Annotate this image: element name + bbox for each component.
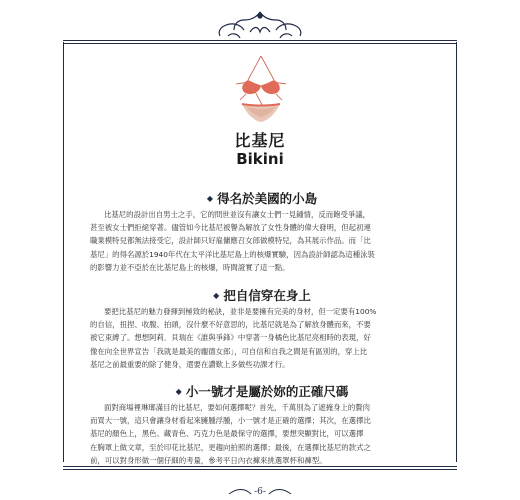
paragraph-line: 在胸罩上做文章，至於印花比基尼，更趨向拍照的選擇；最後，在選擇比基尼的款式之 <box>90 442 371 452</box>
section-heading <box>0 189 520 207</box>
paragraph-line: 甚至被女士們拒絕穿著。儘管如今比基尼被譽為解放了女性身體的偉大發明，但起初連 <box>90 223 371 233</box>
bottom-border-rule-inner <box>63 469 457 470</box>
section-heading <box>0 382 520 400</box>
section-heading-text: 得名於美國的小島 <box>217 191 318 206</box>
diamond-bullet-icon: ◆ <box>213 291 220 300</box>
paragraph-line: 基尼的顏色上，黑色、藏青色、巧克力色是最保守的選擇，要想突顯對比，可以選擇 <box>90 429 364 439</box>
top-border-rule-inner <box>63 43 457 44</box>
section-heading-text: 小一號才是屬於妳的正確尺碼 <box>185 384 349 399</box>
paragraph-line: 比基尼的設計出自男士之手，它的問世並沒有讓女士們一見鍾情，反而飽受爭議， <box>104 210 371 219</box>
paragraph-line: 前，可以對身形做一個仔細的考量，參考平日內衣褲來挑選罩杯和褲型。 <box>90 455 327 465</box>
top-border-rule <box>63 40 457 41</box>
paragraph-line: 的自信，扭捏、收腹、拍頭，沒什麼不好意思的，比基尼就是為了解放身體而來，不要 <box>90 320 371 330</box>
diamond-bullet-icon: ◆ <box>206 194 214 203</box>
page-title-english: Bikini <box>236 150 284 168</box>
diamond-bullet-icon: ◆ <box>175 387 182 396</box>
paragraph-line: 職業模特兒都無法接受它，設計師只好雇傭應召女郎做模特兒，為其展示作品。而「比 <box>90 236 371 246</box>
flourish-ornament-top-icon <box>210 8 310 42</box>
paragraph-line: 被它束縛了。想想阿莉．貝瑞在《誰與爭鋒》中穿著一身橘色比基尼亮相時的表現，好 <box>90 333 371 343</box>
bikini-illustration-icon <box>226 54 296 126</box>
paragraph-line: 要把比基尼的魅力發揮到極致的秘訣，並非是要擁有完美的身材，但一定要有100% <box>104 307 377 316</box>
paragraph-line: 面對商場裡琳瑯滿目的比基尼，要如何選擇呢？首先，千萬別為了遮掩身上的贅肉 <box>104 403 371 412</box>
section-heading-text: 把自信穿在身上 <box>223 288 311 303</box>
page-number: -6- <box>254 487 266 497</box>
paragraph-line: 而買大一號，這只會讓身材看起來臃腫浮腫，小一號才是正確的選擇；其次，在選擇比 <box>90 416 371 426</box>
paragraph-line: 的影響力並不亞於在比基尼島上的核爆，時間證實了這一點。 <box>90 262 290 272</box>
section-paragraph <box>90 401 430 467</box>
section-paragraph <box>90 305 430 371</box>
section-heading <box>0 286 520 304</box>
paragraph-line: 基尼之前最重要的除了健身，還要在讚歎上多做些功課才行。 <box>90 359 290 369</box>
paragraph-line: 像在向全世界宣告「我就是最美的龐德女郎」，可自信和自我之間是有區別的，穿上比 <box>90 346 368 356</box>
section-paragraph <box>90 208 430 274</box>
page-title-chinese: 比基尼 <box>234 131 286 150</box>
paragraph-line: 基尼」的得名源於1940年代在太平洋比基尼島上的核爆實驗，因為設計師認為這種泳裝 <box>90 249 375 259</box>
